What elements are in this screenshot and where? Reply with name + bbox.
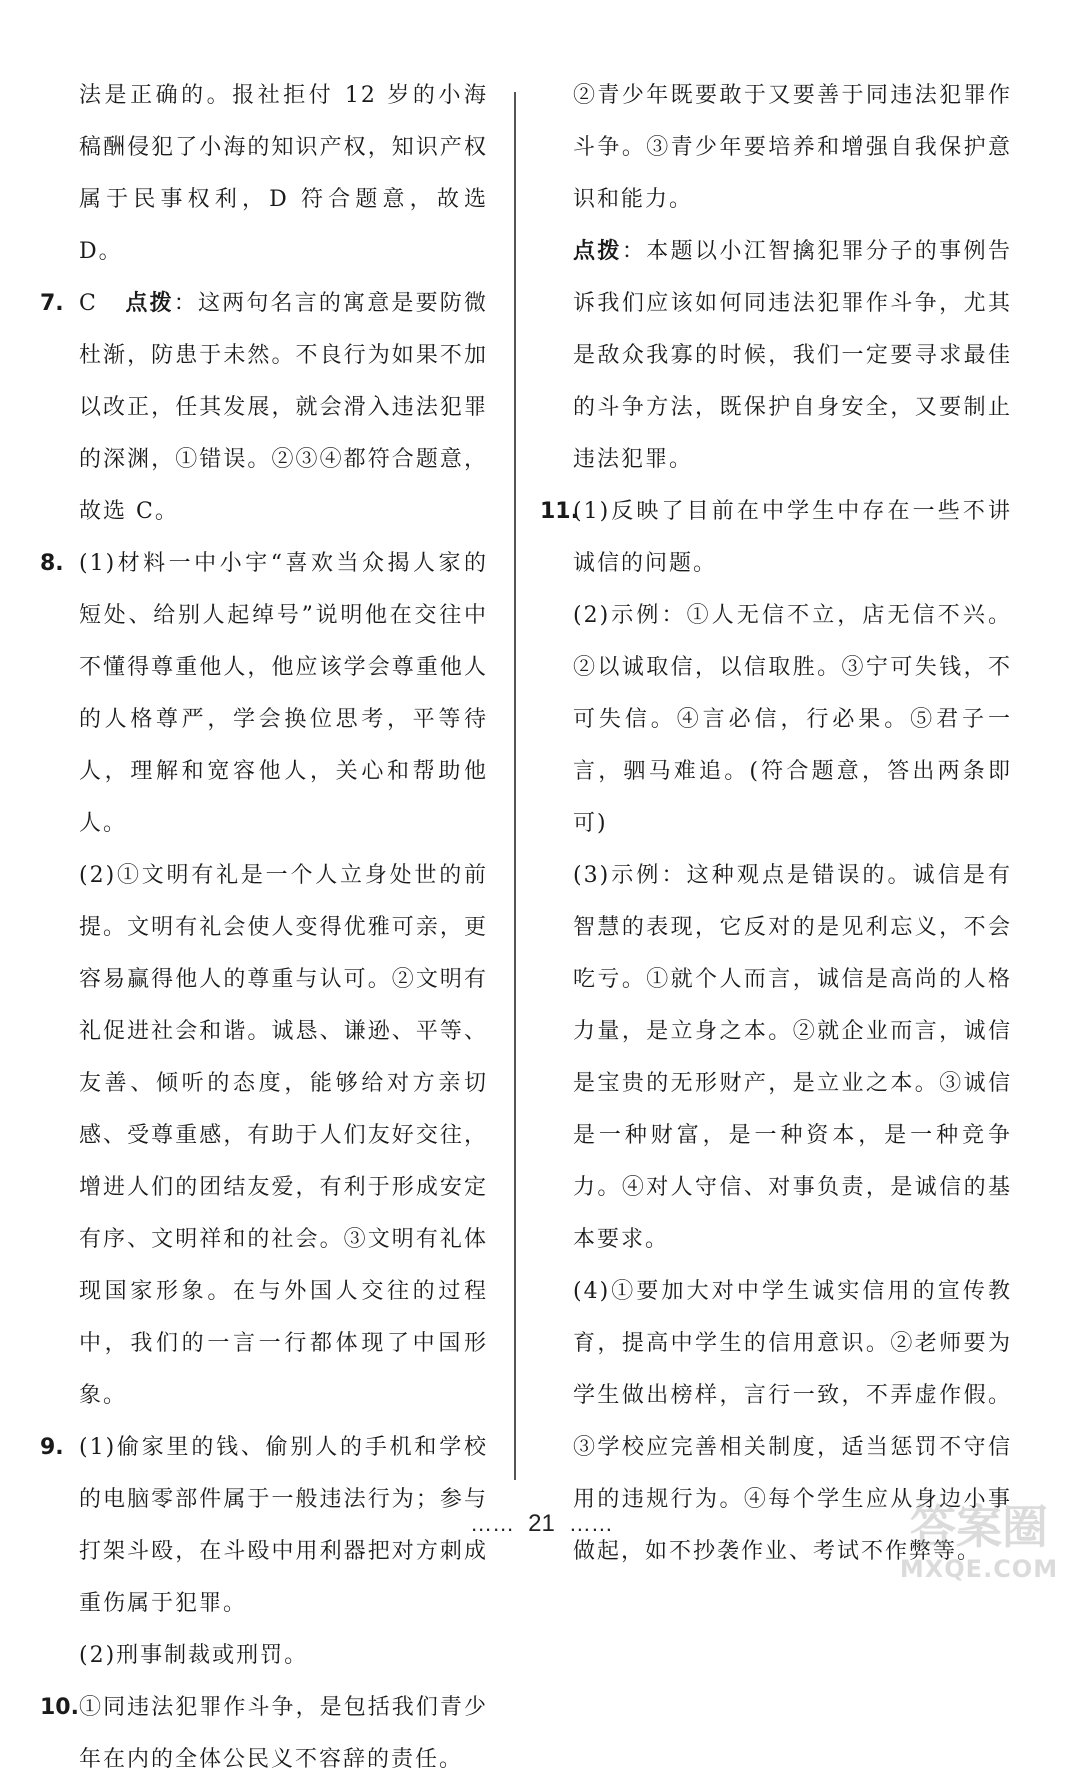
q10-tip-text: ：本题以小江智擒犯罪分子的事例告诉我们应该如何同违法犯罪作斗争，尤其是敌众我寡的时候，我们一定要寻求最佳的斗争方法，既保护自身安全，又要制止违法犯罪。: [573, 239, 1012, 472]
question-number: 11.: [540, 499, 579, 524]
q10-part1: ①同违法犯罪作斗争，是包括我们青少年在内的全体公民义不容辞的责任。: [79, 1695, 488, 1772]
question-number: 10.: [40, 1695, 79, 1720]
question-8: [40, 538, 488, 850]
question-11: [540, 486, 1012, 590]
question-number: 9.: [40, 1435, 64, 1460]
q9-part2: (2)刑事制裁或刑罚。: [79, 1643, 309, 1668]
right-column: [540, 70, 1012, 1578]
q10-tip: [540, 226, 1012, 486]
q8-part1: (1)材料一中小宇“喜欢当众揭人家的短处、给别人起绰号”说明他在交往中不懂得尊重他人，他应该学会尊重他人的人格尊严，学会换位思考，平等待人，理解和宽容他人，关心和帮助他人。: [79, 551, 488, 836]
q11-part4: (4)①要加大对中学生诚实信用的宣传教育，提高中学生的信用意识。②老师要为学生做出榜样，言行一致，不弄虚作假。③学校应完善相关制度，适当惩罚不守信用的违规行为。④每个学生应从身边小事做起，如不抄袭作业、考试不作弊等。: [573, 1279, 1012, 1564]
watermark-text: 答案圈: [910, 1500, 1048, 1554]
page-number: 21: [528, 1510, 555, 1537]
footer-dots-left: ……: [470, 1511, 515, 1536]
q10-tip-label: 点拨: [573, 239, 622, 264]
watermark-url: MXQE.COM: [899, 1555, 1059, 1583]
q11-part3: (3)示例：这种观点是错误的。诚信是有智慧的表现，它反对的是见利忘义，不会吃亏。①就个人而言，诚信是高尚的人格力量，是立身之本。②就企业而言，诚信是宝贵的无形财产，是立业之本。③诚信是一种财富，是一种资本，是一种竞争力。④对人守信、对事负责，是诚信的基本要求。: [573, 863, 1012, 1252]
q7-answer: C: [79, 291, 98, 316]
q11-part2: (2)示例：①人无信不立，店无信不兴。②以诚取信，以信取胜。③宁可失钱，不可失信。④言必信，行必果。⑤君子一言，驷马难追。(符合题意，答出两条即可): [573, 603, 1012, 836]
q11-part1: (1)反映了目前在中学生中存在一些不讲诚信的问题。: [573, 499, 1012, 576]
q8-part2: (2)①文明有礼是一个人立身处世的前提。文明有礼会使人变得优雅可亲，更容易赢得他人的尊重与认可。②文明有礼促进社会和谐。诚恳、谦逊、平等、友善、倾听的态度，能够给对方亲切感、受尊重感，有助于人们友好交往，增进人们的团结友爱，有利于形成安定有序、文明祥和的社会。③文明有礼体现国家形象。在与外国人交往的过程中，我们的一言一行都体现了中国形象。: [79, 863, 488, 1408]
question-10: [40, 1682, 488, 1786]
question-number: 8.: [40, 551, 64, 576]
question-number: 7.: [40, 291, 64, 316]
q7-tip-label: 点拨: [125, 291, 174, 316]
q10-continuation: ②青少年既要敢于又要善于同违法犯罪作斗争。③青少年要培养和增强自我保护意识和能力。: [573, 83, 1012, 212]
q7-tip-text: ：这两句名言的寓意是要防微杜渐，防患于未然。不良行为如果不加以改正，任其发展，就会滑入违法犯罪的深渊，①错误。②③④都符合题意，故选 C。: [79, 291, 488, 524]
q6-continuation: 法是正确的。报社拒付 12 岁的小海稿酬侵犯了小海的知识产权，知识产权属于民事权利，D 符合题意，故选 D。: [79, 83, 488, 264]
watermark-logo: [899, 1500, 1059, 1590]
q9-part1: (1)偷家里的钱、偷别人的手机和学校的电脑零部件属于一般违法行为；参与打架斗殴，在斗殴中用利器把对方刺成重伤属于犯罪。: [79, 1435, 488, 1616]
question-7: [40, 278, 488, 538]
footer-dots-right: ……: [568, 1511, 613, 1536]
column-divider: [514, 92, 516, 1480]
